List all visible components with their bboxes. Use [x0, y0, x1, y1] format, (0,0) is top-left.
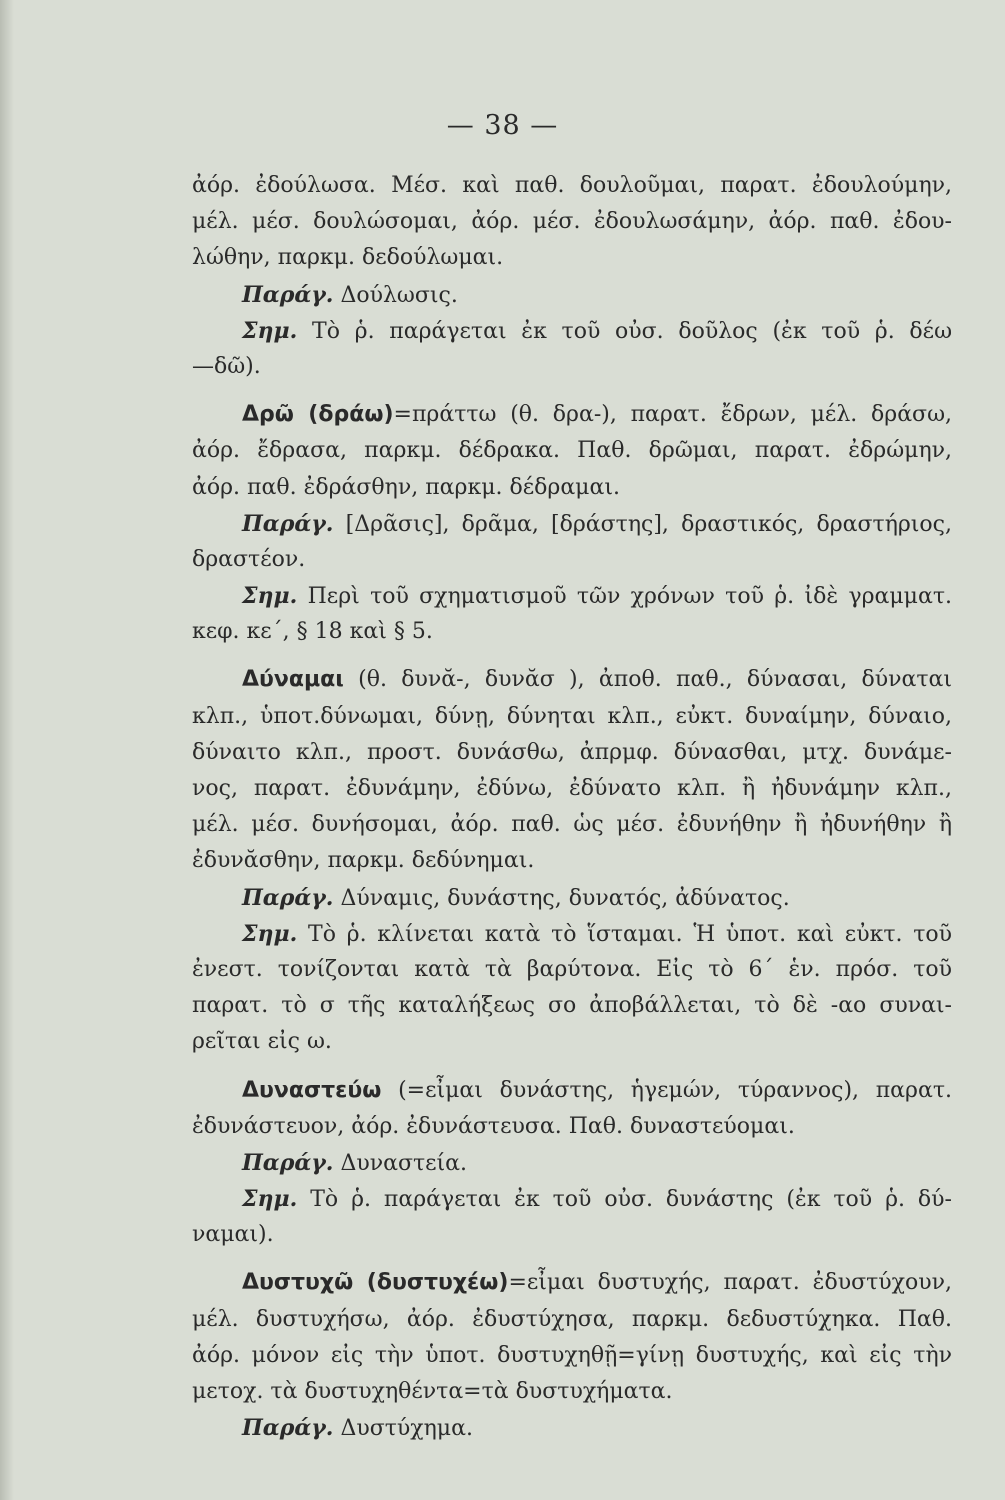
note-line [192, 578, 952, 614]
note-label: Σημ. [242, 317, 298, 344]
text-line: κεφ. κε΄, § 18 καὶ § 5. [192, 619, 433, 645]
derivation-label: Παράγ. [242, 1415, 334, 1442]
derivation-line [192, 880, 952, 916]
derivation-text: Δούλωσις. [340, 282, 458, 308]
entry-lemma: Δρῶ (δράω) [242, 402, 394, 428]
text-line: ἀόρ. παθ. ἐδράσθην, παρκμ. δέδραμαι. [192, 474, 620, 500]
text-line: νος, παρατ. ἐδυνάμην, ἐδύνω, ἐδύνατο κλπ. ἢ ἠδυνάμην κλπ., [192, 776, 952, 801]
derivation-text: Δύναμις, δυνάστης, δυνατός, ἀδύνατος. [340, 885, 790, 911]
entry-headline [192, 1265, 952, 1301]
derivation-line [192, 1145, 952, 1181]
text-line: μέλ. μέσ. δυνήσομαι, ἀόρ. παθ. ὡς μέσ. ἐδυνήθην ἢ ἠδυνήθην ἢ [192, 812, 952, 838]
derivation-label: Παράγ. [242, 281, 334, 308]
entry-lemma: Δυναστεύω [242, 1077, 382, 1103]
note-label: Σημ. [242, 920, 298, 947]
text-line: κλπ., ὑποτ.δύνωμαι, δύνῃ, δύνηται κλπ., εὐκτ. δυναίμην, δύναιο, [192, 703, 952, 729]
entry-text: (θ. δυνᾰ-, δυνᾰσ ), ἀποθ. παθ., δύνασαι, δύναται [358, 667, 953, 693]
derivation-line [192, 277, 952, 313]
note-text: Τὸ ῥ. κλίνεται κατὰ τὸ ἵσταμαι. Ἡ ὑποτ. καὶ εὐκτ. τοῦ [308, 921, 952, 947]
derivation-text: [Δρᾶσις], δρᾶμα, [δράστης], δραστικός, δραστήριος, [345, 511, 952, 537]
text-line: λώθην, παρκμ. δεδούλωμαι. [192, 245, 504, 271]
derivation-line [192, 1410, 952, 1446]
text-line: ἀόρ. μόνον εἰς τὴν ὑποτ. δυστυχηθῇ=γίνῃ δυστυχής, καὶ εἰς τὴν [192, 1342, 952, 1368]
dictionary-text [192, 168, 952, 1446]
note-line [192, 1181, 952, 1217]
note-text: Τὸ ῥ. παράγεται ἐκ τοῦ οὐσ. δυνάστης (ἐκ τοῦ ῥ. δύ- [310, 1187, 952, 1213]
page-number: — 38 — [446, 110, 559, 141]
text-line: ἐδυνᾰσθην, παρκμ. δεδύνημαι. [192, 848, 535, 874]
text-line: ἐδυνάστευον, ἀόρ. ἐδυνάστευσα. Παθ. δυναστεύομαι. [192, 1113, 795, 1139]
text-line: ἀόρ. ἐδούλωσα. Μέσ. καὶ παθ. δουλοῦμαι, παρατ. ἐδουλούμην, [192, 173, 952, 198]
entry-lemma: Δύναμαι [242, 667, 344, 693]
entry-headline [192, 662, 952, 698]
page-edge [0, 0, 14, 1500]
derivation-label: Παράγ. [242, 884, 334, 911]
text-line: μέλ. μέσ. δουλώσομαι, ἀόρ. μέσ. ἐδουλωσάμην, ἀόρ. παθ. ἐδου- [192, 209, 952, 235]
text-line: μέλ. δυστυχήσω, ἀόρ. ἐδυστύχησα, παρκμ. δεδυστύχηκα. Παθ. [192, 1306, 952, 1332]
text-line: δραστέον. [192, 546, 306, 572]
derivation-text: Δυστύχημα. [340, 1416, 473, 1442]
note-text: Περὶ τοῦ σχηματισμοῦ τῶν χρόνων τοῦ ῥ. ἰδὲ γραμματ. [307, 584, 952, 610]
note-line [192, 916, 952, 952]
note-label: Σημ. [242, 1186, 298, 1213]
entry-text: =εἶμαι δυστυχής, παρατ. ἐδυστύχουν, [508, 1270, 952, 1296]
entry-text: =πράττω (θ. δρα-), παρατ. ἔδρων, μέλ. δράσω, [393, 402, 952, 428]
entry-headline [192, 1073, 952, 1109]
note-line [192, 313, 952, 349]
text-line: ρεῖται εἰς ω. [192, 1029, 332, 1055]
text-line: —δῶ). [192, 353, 261, 379]
note-text: Τὸ ῥ. παράγεται ἐκ τοῦ οὐσ. δοῦλος (ἐκ τοῦ ῥ. δέω [312, 318, 953, 344]
entry-lemma: Δυστυχῶ (δυστυχέω) [242, 1270, 509, 1296]
derivation-text: Δυναστεία. [340, 1150, 468, 1176]
text-line: ναμαι). [192, 1222, 274, 1248]
entry-text: (=εἶμαι δυνάστης, ἡγεμών, τύραννος), παρατ. [398, 1077, 952, 1103]
text-line: δύναιτο κλπ., προστ. δυνάσθω, ἀπρμφ. δύνασθαι, μτχ. δυνάμε- [192, 739, 952, 765]
note-label: Σημ. [242, 583, 298, 610]
text-line: παρατ. τὸ σ τῆς καταλήξεως σο ἀποβάλλεται, τὸ δὲ -αο συναι- [192, 993, 952, 1019]
entry-headline [192, 397, 952, 433]
derivation-label: Παράγ. [242, 510, 334, 537]
text-line: ἐνεστ. τονίζονται κατὰ τὰ βαρύτονα. Εἰς τὸ 6΄ ἑν. πρόσ. τοῦ [192, 956, 952, 982]
text-line: μετοχ. τὰ δυστυχηθέντα=τὰ δυστυχήματα. [192, 1379, 673, 1404]
text-line: ἀόρ. ἔδρασα, παρκμ. δέδρακα. Παθ. δρῶμαι, παρατ. ἐδρώμην, [192, 438, 952, 464]
derivation-line [192, 506, 952, 542]
derivation-label: Παράγ. [242, 1149, 334, 1176]
